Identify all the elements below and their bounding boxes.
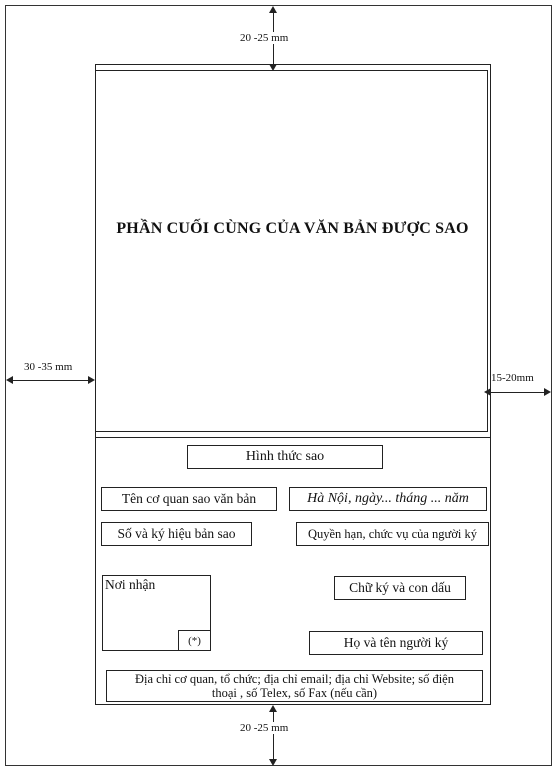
bottom-margin-line [273,711,274,761]
copy-number-box: Số và ký hiệu bản sao [101,522,252,546]
recipients-box [102,575,211,651]
left-margin-label: 30 -35 mm [24,361,73,373]
contact-info-box [106,670,483,702]
top-margin-arrow-down [269,64,277,71]
contact-info-line-1: Địa chỉ cơ quan, tổ chức; địa chỉ email; địa chỉ Website; số điện [134,672,454,686]
contact-info-line-2: thoại , số Telex, số Fax (nếu cần) [211,686,378,700]
copy-agency-box: Tên cơ quan sao văn bản [101,487,277,511]
left-margin-line [12,380,90,381]
top-margin-label: 20 -25 mm [240,32,289,44]
place-date-box: Hà Nội, ngày... tháng ... năm [289,487,487,511]
section-divider [95,437,491,438]
copied-document-area [95,70,488,432]
right-margin-label: 15-20mm [491,372,534,384]
recipients-label: Nơi nhận [105,577,156,592]
bottom-margin-label: 20 -25 mm [240,722,289,734]
copied-document-title: PHẦN CUỐI CÙNG CỦA VĂN BẢN ĐƯỢC SAO [116,220,469,237]
signer-name-box: Họ và tên người ký [309,631,483,655]
right-margin-line [490,392,544,393]
signature-seal-box: Chữ ký và con dấu [334,576,466,600]
bottom-margin-arrow-down [269,759,277,766]
left-margin-arrow-right [88,376,95,384]
signer-authority-box: Quyền hạn, chức vụ của người ký [296,522,489,546]
recipients-note-box: (*) [178,630,211,651]
copy-form-box: Hình thức sao [187,445,383,469]
right-margin-arrow-right [544,388,551,396]
